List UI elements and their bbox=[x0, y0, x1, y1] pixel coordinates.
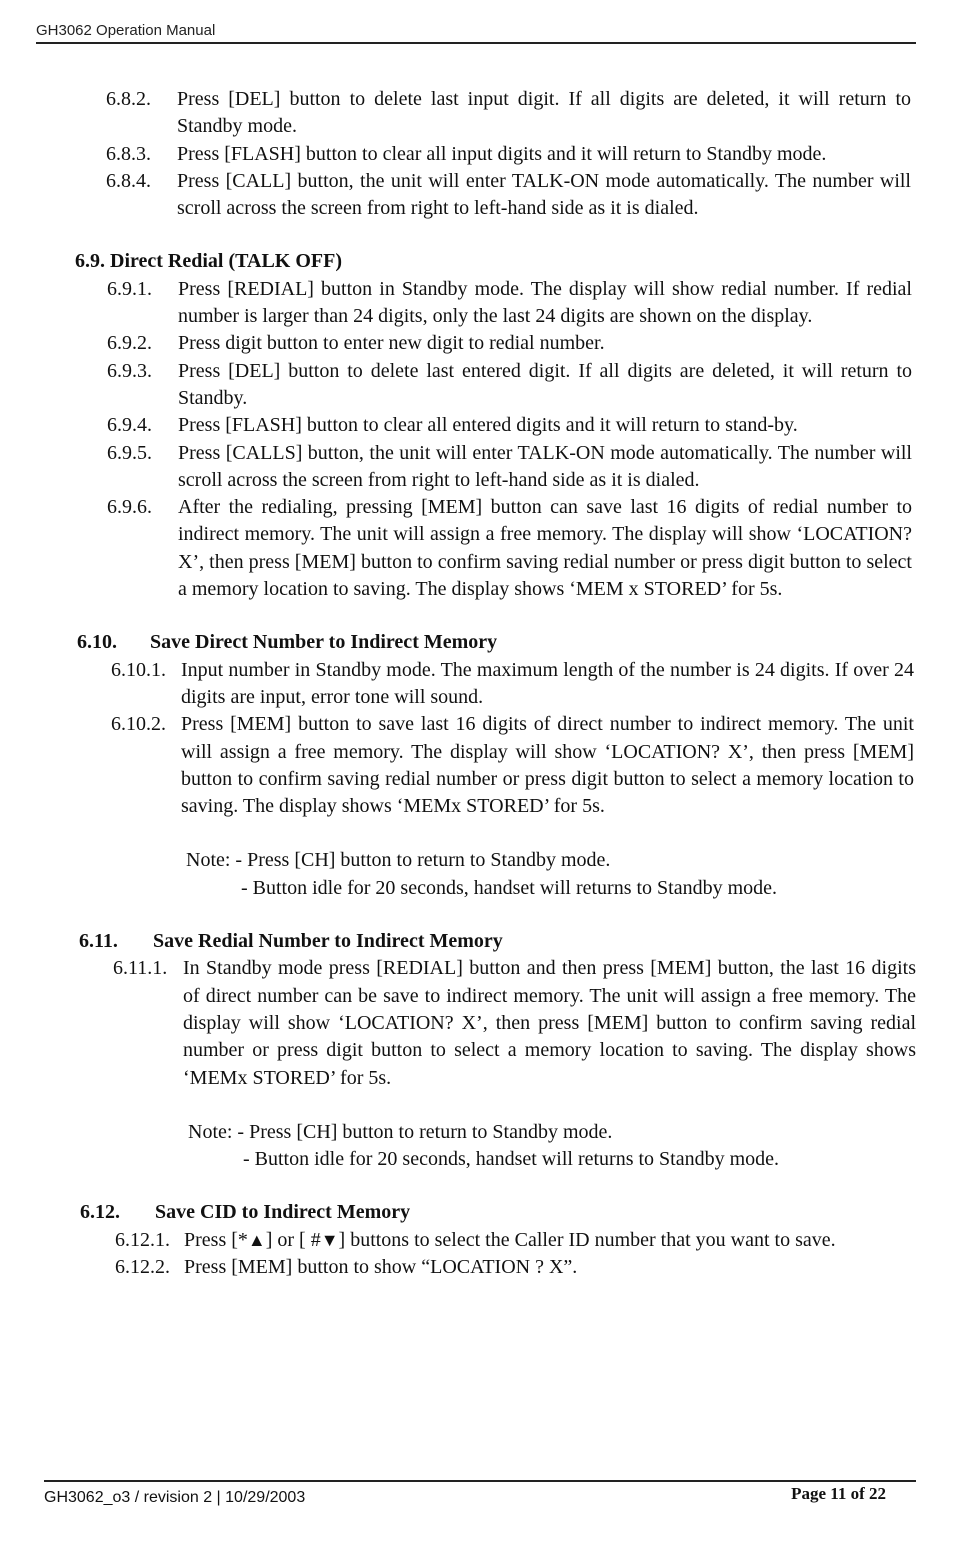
section-6-9-4 bbox=[107, 412, 912, 439]
arrow-down-icon: ▼ bbox=[320, 1229, 339, 1250]
section-number: 6.10.2. bbox=[111, 713, 166, 736]
section-text-mid: ] or [ # bbox=[265, 1228, 321, 1251]
section-text: Press [MEM] button to show “LOCATION ? X”. bbox=[184, 1255, 578, 1278]
section-number: 6.9.3. bbox=[107, 359, 152, 382]
section-text-end: ] buttons to select the Caller ID number that you want to save. bbox=[338, 1228, 836, 1251]
section-text: In Standby mode press [REDIAL] button and then press [MEM] button, the last 16 digits of direct number can be save to indirect memory. The unit will assign a free memory. The display will show ‘LOCATION? X’, then press [MEM] button to confirm saving redial number or press digit button to select a memory location to saving. The display shows ‘MEMx STORED’ for 5s. bbox=[183, 957, 916, 1089]
section-6-8-3 bbox=[106, 141, 911, 168]
heading-number: 6.10. bbox=[77, 631, 117, 654]
section-number: 6.9.4. bbox=[107, 414, 152, 437]
section-6-12-2 bbox=[115, 1254, 917, 1281]
section-number: 6.12.1. bbox=[115, 1228, 170, 1251]
section-number: 6.9.5. bbox=[107, 441, 152, 464]
heading-text: 6.9. Direct Redial (TALK OFF) bbox=[75, 250, 342, 273]
section-text: Press [DEL] button to delete last entered digit. If all digits are deleted, it will return to Standby. bbox=[178, 359, 912, 409]
footer-revision: GH3062_o3 / revision 2 | 10/29/2003 bbox=[44, 1489, 306, 1506]
heading-text: Save Direct Number to Indirect Memory bbox=[150, 631, 498, 654]
section-6-10-2 bbox=[111, 711, 914, 820]
arrow-up-icon: ▲ bbox=[247, 1229, 266, 1250]
section-text-start: Press [* bbox=[184, 1228, 248, 1251]
header-title: GH3062 Operation Manual bbox=[36, 22, 216, 39]
section-number: 6.8.4. bbox=[106, 169, 151, 192]
section-6-9-1 bbox=[107, 276, 912, 331]
section-text: Press [FLASH] button to clear all input digits and it will return to Standby mode. bbox=[177, 142, 827, 165]
section-6-11-1 bbox=[113, 955, 916, 1091]
section-number: 6.8.2. bbox=[106, 88, 151, 110]
section-number: 6.9.1. bbox=[107, 277, 152, 300]
section-text: Press digit button to enter new digit to redial number. bbox=[178, 332, 605, 355]
section-6-8-2 bbox=[106, 86, 911, 141]
section-6-10-1 bbox=[111, 657, 914, 712]
heading-text: Save CID to Indirect Memory bbox=[155, 1201, 411, 1224]
section-number: 6.9.6. bbox=[107, 496, 152, 519]
heading-6-12 bbox=[80, 1199, 965, 1226]
heading-number: 6.11. bbox=[79, 930, 118, 953]
section-number: 6.12.2. bbox=[115, 1255, 170, 1278]
section-6-12-1 bbox=[115, 1227, 917, 1254]
section-6-9-3 bbox=[107, 358, 912, 413]
section-6-9-2 bbox=[107, 330, 912, 357]
section-number: 6.9.2. bbox=[107, 332, 152, 355]
section-6-9-5 bbox=[107, 440, 912, 495]
note-block bbox=[186, 847, 965, 902]
page-footer bbox=[44, 1480, 916, 1506]
note-line: Note: - Press [CH] button to return to Standby mode. bbox=[186, 849, 611, 872]
section-text: Press [REDIAL] button in Standby mode. The display will show redial number. If redial number is larger than 24 digits, only the last 24 digits are shown on the display. bbox=[178, 277, 912, 328]
note-line: - Button idle for 20 seconds, handset will returns to Standby mode. bbox=[243, 1148, 780, 1171]
note-line: Note: - Press [CH] button to return to Standby mode. bbox=[188, 1120, 613, 1143]
section-text: Press [FLASH] button to clear all entered digits and it will return to stand-by. bbox=[178, 414, 798, 437]
heading-number: 6.12. bbox=[80, 1201, 120, 1224]
manual-content bbox=[0, 86, 965, 1281]
heading-6-11 bbox=[79, 928, 965, 955]
note-line: - Button idle for 20 seconds, handset will returns to Standby mode. bbox=[241, 876, 778, 899]
section-text: Press [CALL] button, the unit will enter TALK-ON mode automatically. The number will scroll across the screen from right to left-hand side as it is dialed. bbox=[177, 169, 911, 220]
footer-page-number: Page 11 of 22 bbox=[791, 1484, 886, 1503]
section-text: Press [MEM] button to save last 16 digits of direct number to indirect memory. The unit will assign a free memory. The display will show ‘LOCATION? X’, then press [MEM] button to confirm saving redial number or press digit button to select a memory location to saving. The display shows ‘MEMx STORED’ for 5s. bbox=[181, 713, 914, 818]
note-block bbox=[188, 1119, 965, 1174]
section-text: Press [CALLS] button, the unit will enter TALK-ON mode automatically. The number will scroll across the screen from right to left-hand side as it is dialed. bbox=[178, 441, 912, 491]
heading-6-10 bbox=[77, 629, 965, 656]
heading-text: Save Redial Number to Indirect Memory bbox=[153, 930, 503, 953]
section-number: 6.11.1. bbox=[113, 957, 168, 980]
page-header bbox=[36, 22, 916, 44]
section-text: After the redialing, pressing [MEM] button can save last 16 digits of redial number to indirect memory. The unit will assign a free memory. The display will show ‘LOCATION? X’, then press [MEM] button to confirm saving redial number or press digit button to select a memory location to saving. The display shows ‘MEM x STORED’ for 5s. bbox=[178, 496, 912, 601]
section-number: 6.10.1. bbox=[111, 658, 166, 681]
heading-6-9 bbox=[75, 248, 965, 275]
section-6-9-6 bbox=[107, 494, 912, 603]
section-text: Press [DEL] button to delete last input digit. If all digits are deleted, it will return to Standby mode. bbox=[177, 88, 911, 138]
section-text: Input number in Standby mode. The maximum length of the number is 24 digits. If over 24 digits are input, error tone will sound. bbox=[181, 658, 914, 708]
section-number: 6.8.3. bbox=[106, 142, 151, 165]
section-6-8-4 bbox=[106, 168, 911, 223]
